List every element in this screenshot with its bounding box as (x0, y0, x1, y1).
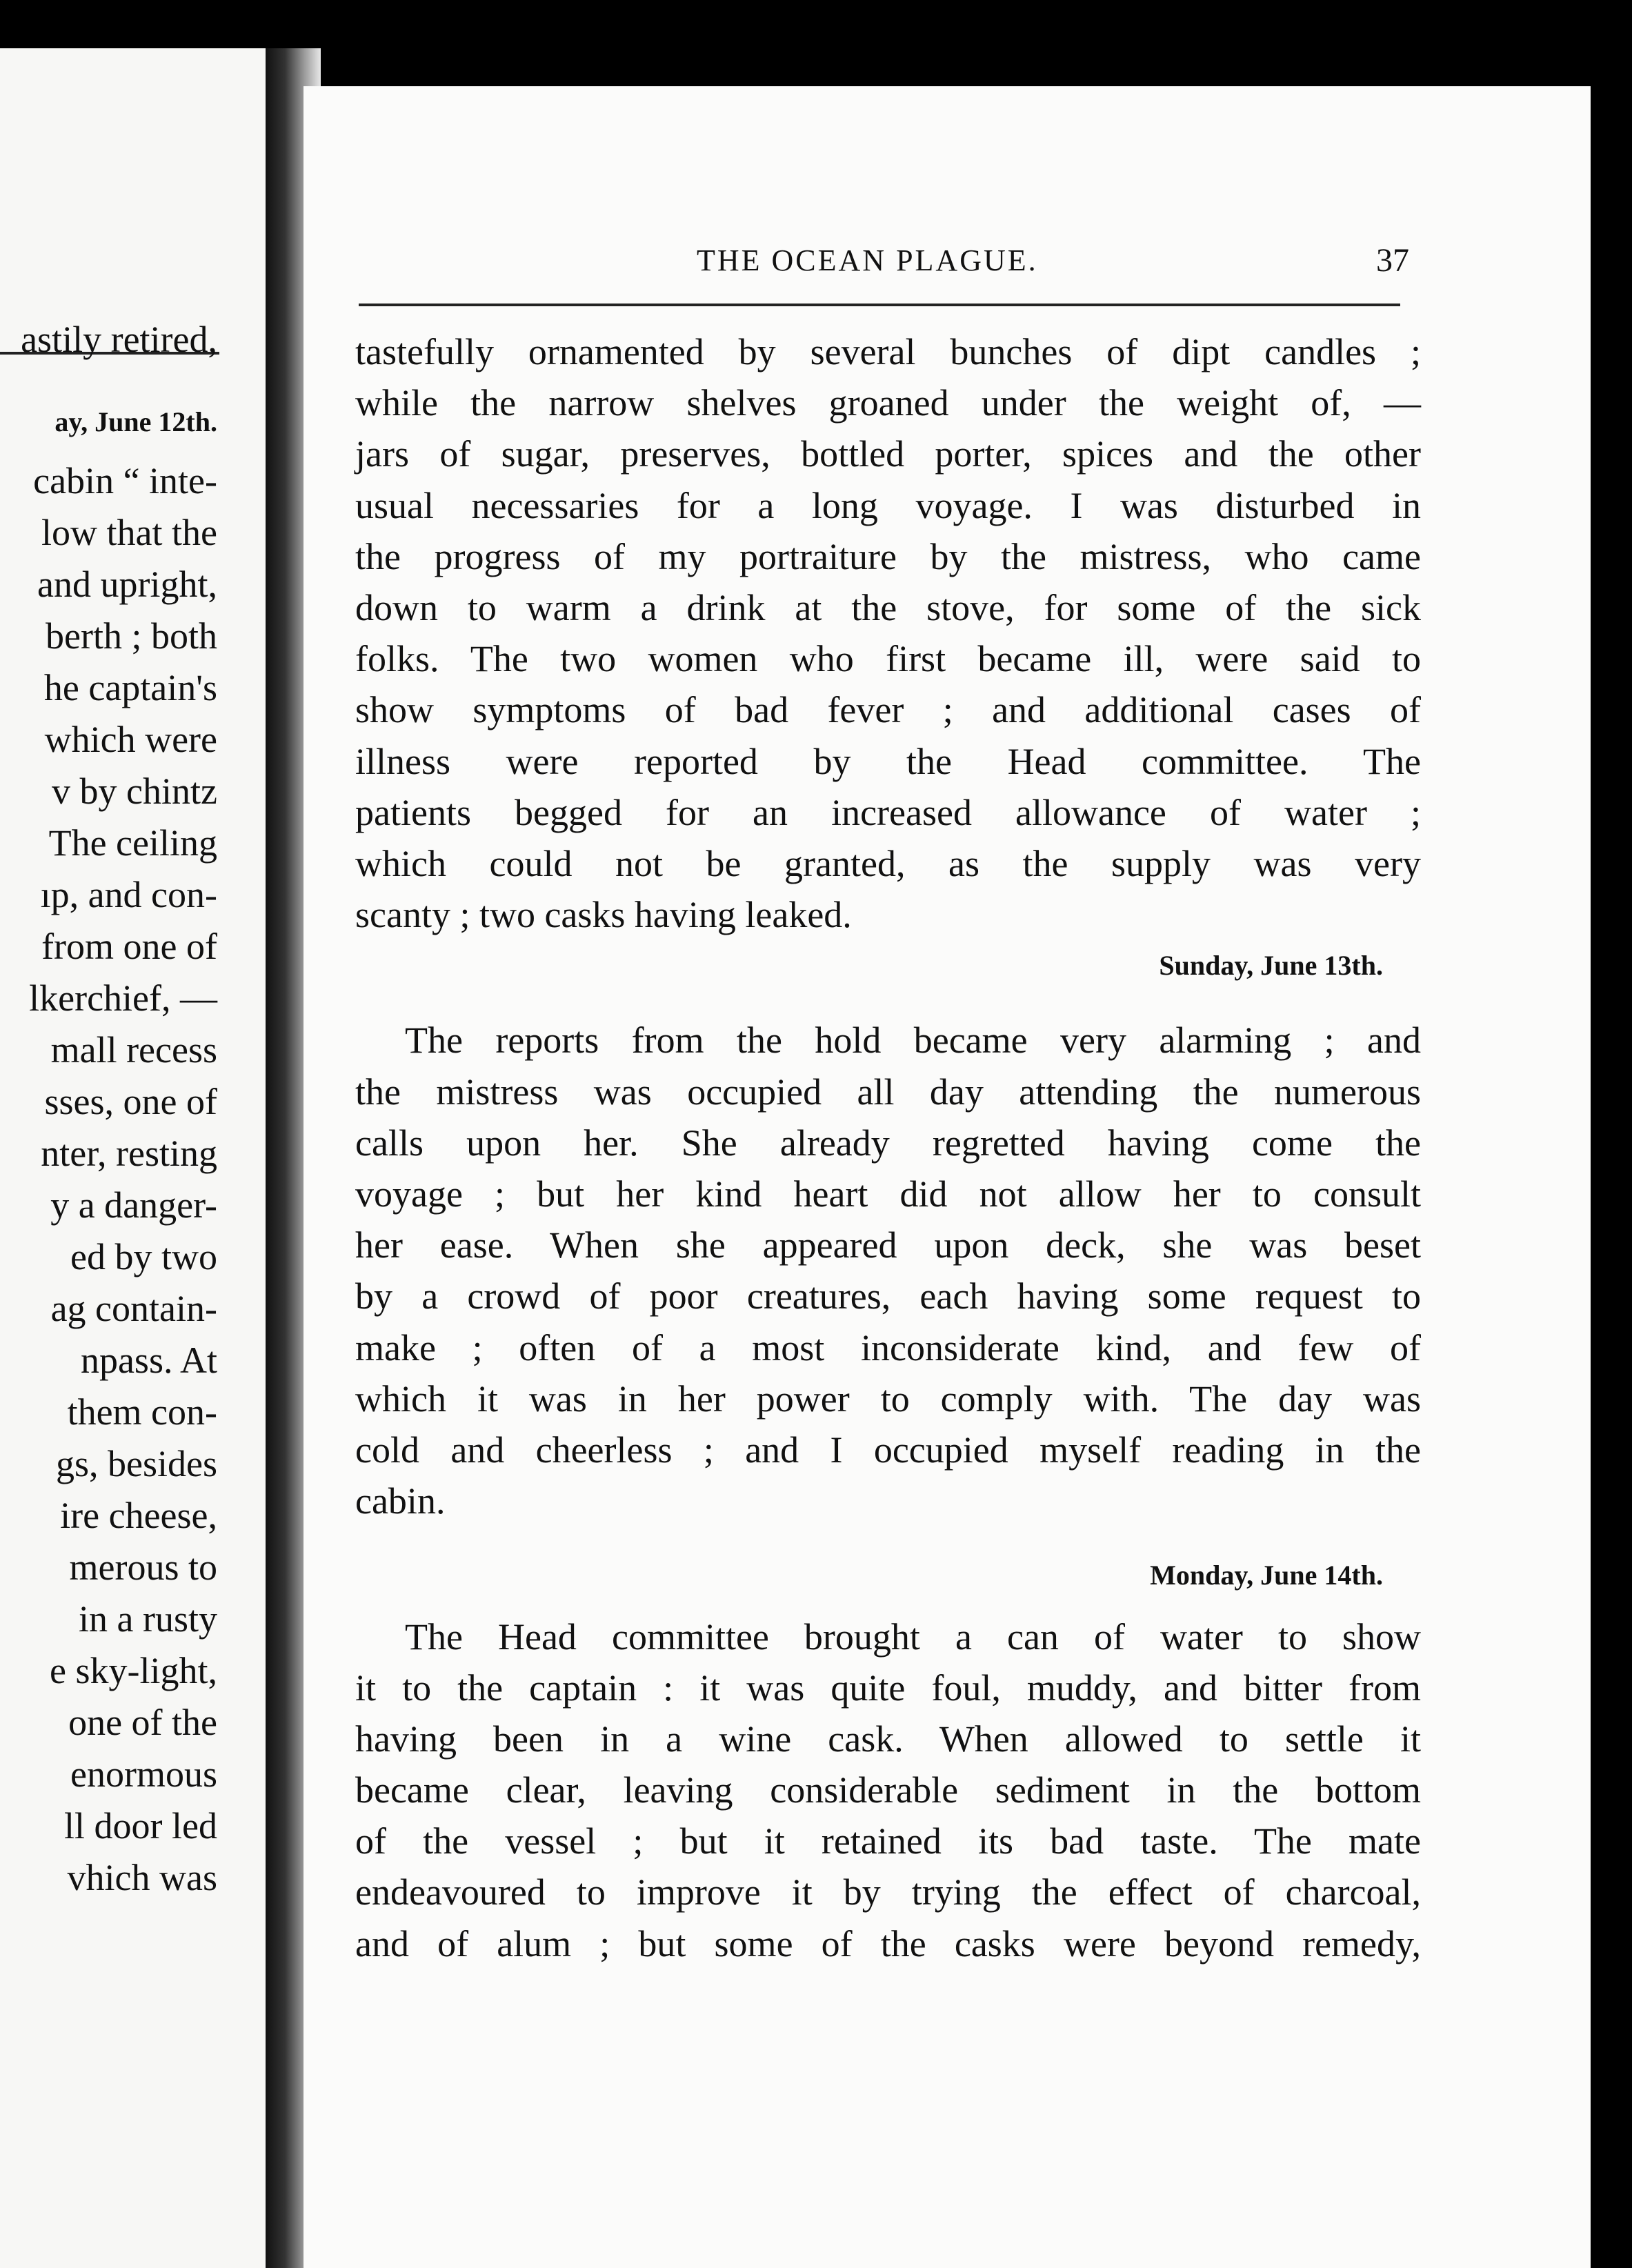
paragraph-2 (355, 1015, 1421, 1526)
left-text-line: e sky-light, (50, 1650, 217, 1691)
text-line: and of alum ; but some of the casks were beyond remedy, (355, 1922, 1421, 1964)
text-line: cold and cheerless ; and I occupied myself reading in the (355, 1429, 1421, 1471)
text-line: patients begged for an increased allowance of water ; (355, 791, 1421, 833)
text-line: became clear, leaving considerable sediment in the bottom (355, 1769, 1421, 1811)
text-line: folks. The two women who first became ill, were said to (355, 638, 1421, 680)
text-line: while the narrow shelves groaned under the weight of, — (355, 382, 1421, 424)
left-text-line: The ceiling (48, 822, 217, 864)
text-line: The Head committee brought a can of water to show (405, 1615, 1421, 1658)
paragraph-3 (355, 1611, 1421, 1969)
page-number: 37 (1376, 242, 1409, 279)
left-text-line: low that the (41, 512, 217, 553)
text-line: jars of sugar, preserves, bottled porter, spices and the other (355, 433, 1421, 475)
text-line: calls upon her. She already regretted having come the (355, 1122, 1421, 1164)
left-text-line: ıp, and con- (40, 874, 217, 915)
left-text-line: sses, one of (44, 1081, 217, 1122)
left-text-line: npass. At (80, 1340, 217, 1381)
left-text-line: ll door led (64, 1805, 217, 1847)
left-text-line: ed by two (70, 1236, 217, 1277)
text-line: usual necessaries for a long voyage. I was disturbed in (355, 484, 1421, 526)
text-line: which could not be granted, as the supply was very (355, 842, 1421, 884)
running-head: THE OCEAN PLAGUE. (697, 243, 1038, 277)
left-text-line: them con- (67, 1391, 217, 1433)
left-text-line: one of the (68, 1702, 217, 1743)
left-text-line: he captain's (43, 667, 217, 708)
text-line: it to the captain : it was quite foul, muddy, and bitter from (355, 1667, 1421, 1709)
text-line: tastefully ornamented by several bunches of dipt candles ; (355, 331, 1421, 372)
text-line: the mistress was occupied all day attending the numerous (355, 1071, 1421, 1113)
left-text-line: in a rusty (79, 1598, 217, 1640)
left-text-line: merous to (69, 1546, 217, 1588)
left-text-line: cabin “ inte- (33, 460, 217, 501)
text-line: of the vessel ; but it retained its bad taste. The mate (355, 1820, 1421, 1862)
page-body (355, 326, 1421, 1969)
text-line: the progress of my portraiture by the mistress, who came (355, 535, 1421, 577)
header-rule (359, 304, 1400, 306)
text-line: voyage ; but her kind heart did not allow her to consult (355, 1173, 1421, 1215)
text-line: endeavoured to improve it by trying the effect of charcoal, (355, 1871, 1421, 1913)
text-line: illness were reported by the Head committee. The (355, 740, 1421, 782)
text-line: having been in a wine cask. When allowed to settle it (355, 1718, 1421, 1760)
left-text-line: from one of (41, 926, 217, 967)
entry-date-sunday: Sunday, June 13th. (1159, 950, 1383, 982)
left-text-line: lkerchief, — (29, 977, 217, 1019)
entry-date-monday: Monday, June 14th. (1150, 1560, 1383, 1591)
left-text-line: y a danger- (50, 1184, 217, 1226)
left-text-line: ag contain- (50, 1288, 217, 1329)
text-line: which it was in her power to comply with. The day was (355, 1377, 1421, 1420)
text-line: down to warm a drink at the stove, for some of the sick (355, 586, 1421, 628)
left-text-line: ire cheese, (60, 1495, 217, 1536)
left-text-line: berth ; both (46, 615, 217, 657)
text-line: cabin. (355, 1480, 446, 1522)
left-text-line: and upright, (37, 564, 217, 605)
text-line: her ease. When she appeared upon deck, she was beset (355, 1224, 1421, 1266)
left-text-line: which were (44, 719, 217, 760)
left-text-line: astily retired, (21, 319, 217, 360)
text-line: by a crowd of poor creatures, each having some request to (355, 1275, 1421, 1317)
left-text-line: vhich was (67, 1857, 217, 1898)
left-text-line: gs, besides (56, 1443, 217, 1484)
paragraph-1 (355, 326, 1421, 940)
left-entry-date: ay, June 12th. (54, 406, 217, 437)
left-facing-page (0, 48, 266, 2268)
left-text-line: nter, resting (41, 1133, 217, 1174)
text-line: show symptoms of bad fever ; and additional cases of (355, 689, 1421, 731)
left-text-line: mall recess (50, 1029, 217, 1071)
text-line: scanty ; two casks having leaked. (355, 894, 852, 936)
left-text-line: v by chintz (52, 770, 217, 812)
left-text-line: enormous (70, 1753, 217, 1795)
text-line: make ; often of a most inconsiderate kind, and few of (355, 1326, 1421, 1369)
text-line: The reports from the hold became very alarming ; and (405, 1019, 1421, 1062)
